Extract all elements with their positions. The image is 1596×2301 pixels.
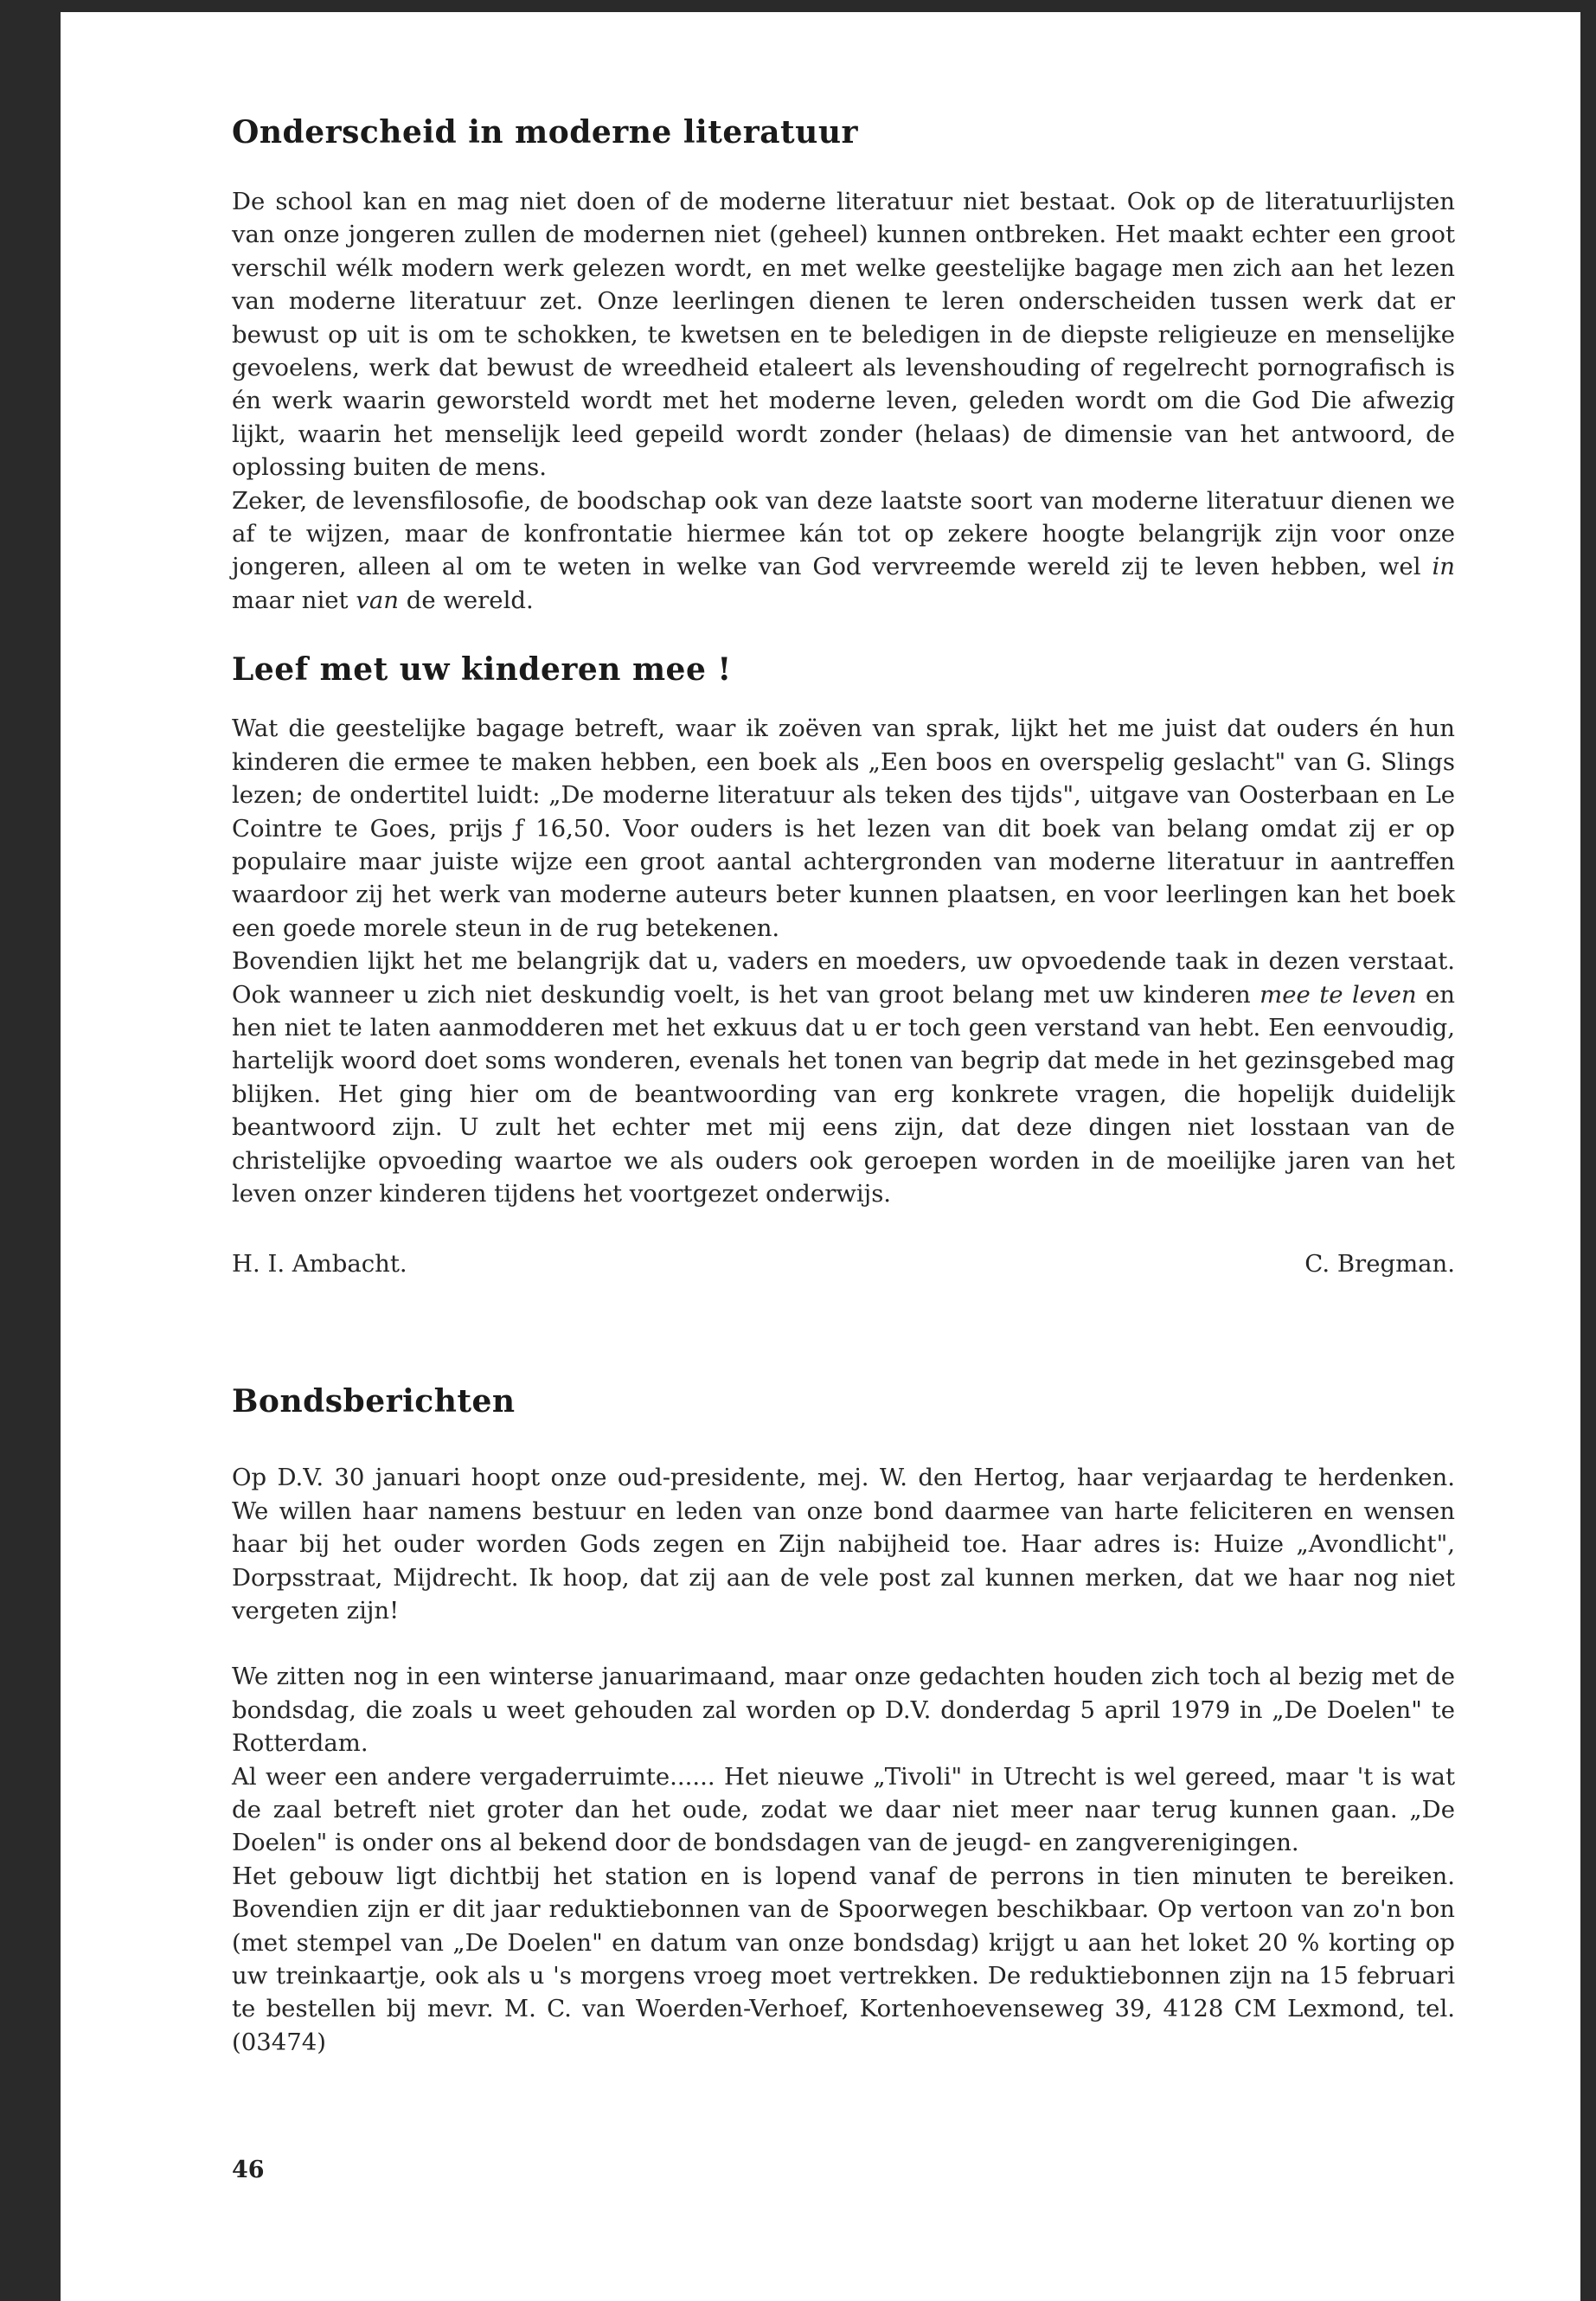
paragraph — [232, 484, 1455, 618]
paragraph — [232, 945, 1455, 1210]
paragraph-text: Zeker, de levensfilosofie, de boodschap ook van deze laatste soort van moderne literatuur dienen we af te wijzen, maar de konfrontatie hiermee kán tot op zekere hoogte belangrijk zijn voor onze jongeren, alleen al om te weten in welke van God vervreemde wereld zij te leven hebben, wel — [232, 486, 1455, 581]
paragraph: Al weer een andere vergaderruimte...... Het nieuwe „Tivoli" in Utrecht is wel gereed, maar 't is wat de zaal betreft niet groter dan het oude, zodat we daar niet meer naar terug kunnen gaan. „De Doelen" is onder ons al bekend door de bondsdagen van de jeugd- en zangverenigingen. — [232, 1762, 1455, 1857]
scan-border-top — [0, 0, 1596, 12]
emphasis-text: in — [1432, 553, 1455, 581]
paragraph-text: en hen niet te laten aanmodderen met het exkuus dat u er toch geen verstand van hebt. Een eenvoudig, hartelijk woord doet soms wonderen, evenals het tonen van begrip dat mede in het gezinsgebed mag blijken. Het ging hier om de beantwoording van erg konkrete vragen, die hopelijk duidelijk beantwoord zijn. U zult het echter met mij eens zijn, dat deze dingen niet losstaan van de christelijke opvoeding waartoe we als ouders ook geroepen worden in de moeilijke jaren van het leven onzer kinderen tijdens het voortgezet onderwijs. — [232, 980, 1455, 1208]
emphasis-text: van — [356, 586, 399, 614]
scan-border-right — [1580, 0, 1596, 2301]
section-body-leef-mee — [232, 712, 1455, 1210]
section-body-bondsberichten — [232, 1461, 1455, 2059]
paragraph: Het gebouw ligt dichtbij het station en is lopend vanaf de perrons in tien minuten te bereiken. Bovendien zijn er dit jaar reduktiebonnen van de Spoorwegen beschikbaar. Op vertoon van zo'n bon (met stempel van „De Doelen" en datum van onze bondsdag) krijgt u aan het loket 20 % korting op uw treinkaartje, ook als u 's morgens vroeg moet vertrekken. De reduktiebonnen zijn na 15 februari te bestellen bij mevr. M. C. van Woerden-Verhoef, Kortenhoevenseweg 39, 4128 CM Lexmond, tel. (03474) — [232, 1862, 1455, 2056]
section-title-moderne-literatuur: Onderscheid in moderne literatuur — [232, 114, 858, 151]
section-title-leef-mee: Leef met uw kinderen mee ! — [232, 651, 732, 689]
paragraph: We zitten nog in een winterse januarimaand, maar onze gedachten houden zich toch al bezig met de bondsdag, die zoals u weet gehouden zal worden op D.V. donderdag 5 april 1979 in „De Doelen" te Rotterdam. — [232, 1663, 1455, 1758]
emphasis-text: mee te leven — [1259, 980, 1417, 1009]
paragraph-text: de wereld. — [398, 586, 534, 614]
paragraph: Op D.V. 30 januari hoopt onze oud-presidente, mej. W. den Hertog, haar verjaardag te herdenken. We willen haar namens bestuur en leden van onze bond daarmee van harte feliciteren en wensen haar bij het ouder worden Gods zegen en Zijn nabijheid toe. Haar adres is: Huize „Avondlicht", Dorpsstraat, Mijdrecht. Ik hoop, dat zij aan de vele post zal kunnen merken, dat we haar nog niet vergeten zijn! — [232, 1464, 1455, 1625]
section-title-bondsberichten: Bondsberichten — [232, 1383, 516, 1420]
paragraph-text: Bovendien lijkt het me belangrijk dat u, vaders en moeders, uw opvoedende taak in dezen verstaat. Ook wanneer u zich niet deskundig voelt, is het van groot belang met uw kinderen — [232, 947, 1455, 1009]
paragraph: Wat die geestelijke bagage betreft, waar ik zoëven van sprak, lijkt het me juist dat ouders én hun kinderen die ermee te maken hebben, een boek als „Een boos en overspelig geslacht" van G. Slings lezen; de ondertitel luidt: „De moderne literatuur als teken des tijds", uitgave van Oosterbaan en Le Cointre te Goes, prijs ƒ 16,50. Voor ouders is het lezen van dit boek van belang omdat zij er op populaire maar juiste wijze een groot aantal achtergronden van moderne literatuur in aantreffen waardoor zij het werk van moderne auteurs beter kunnen plaatsen, en voor leerlingen kan het boek een goede morele steun in de rug betekenen. — [232, 715, 1455, 942]
signature-row — [232, 1250, 1455, 1278]
document-page — [232, 102, 1455, 2059]
paragraph: De school kan en mag niet doen of de moderne literatuur niet bestaat. Ook op de literatuurlijsten van onze jongeren zullen de modernen niet (geheel) kunnen ontbreken. Het maakt echter een groot verschil wélk modern werk gelezen wordt, en met welke geestelijke bagage men zich aan het lezen van moderne literatuur zet. Onze leerlingen dienen te leren onderscheiden tussen werk dat er bewust op uit is om te schokken, te kwetsen en te beledigen in de diepste religieuze en menselijke gevoelens, werk dat bewust de wreedheid etaleert als levenshouding of regelrecht pornografisch is én werk waarin geworsteld wordt met het moderne leven, geleden wordt om die God Die afwezig lijkt, waarin het menselijk leed gepeild wordt zonder (helaas) de dimensie van het antwoord, de oplossing buiten de mens. — [232, 188, 1455, 482]
page-number: 46 — [232, 2157, 265, 2183]
author-signature-right: C. Bregman. — [1304, 1250, 1455, 1279]
section-body-moderne-literatuur — [232, 185, 1455, 617]
scan-border-left — [0, 0, 61, 2301]
author-signature-left: H. I. Ambacht. — [232, 1250, 407, 1279]
paragraph-text: maar niet — [232, 586, 356, 614]
